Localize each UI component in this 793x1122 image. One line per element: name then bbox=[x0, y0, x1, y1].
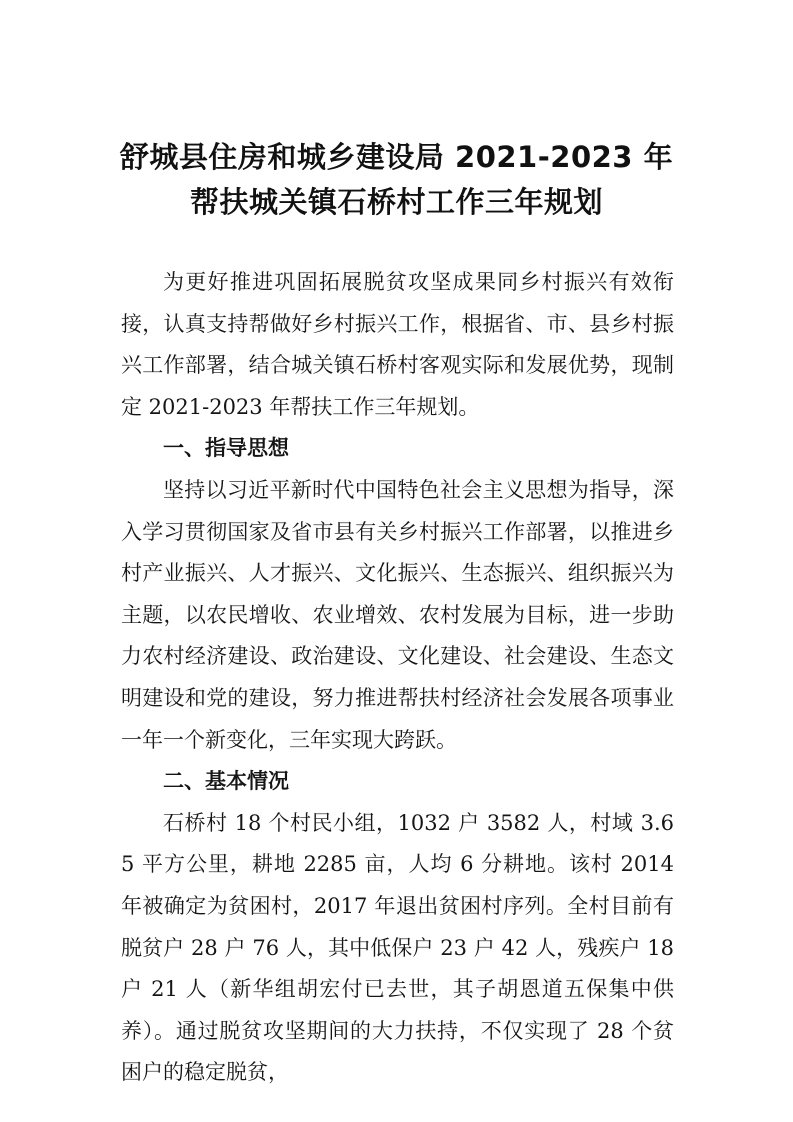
section-heading-basic-situation: 二、基本情况 bbox=[163, 769, 289, 794]
section-heading-guiding-ideology: 一、指导思想 bbox=[163, 436, 289, 461]
document-title-line-1: 舒城县住房和城乡建设局 2021-2023 年 bbox=[119, 140, 674, 174]
intro-paragraph: 为更好推进巩固拓展脱贫攻坚成果同乡村振兴有效衔接，认真支持帮做好乡村振兴工作，根据省、市、县乡村振兴工作部署，结合城关镇石桥村客观实际和发展优势，现制定 2021-2023 年帮扶工作三年规划。 bbox=[121, 270, 674, 419]
basic-situation-paragraph: 石桥村 18 个村民小组，1032 户 3582 人，村域 3.65 平方公里，耕地 2285 亩，人均 6 分耕地。该村 2014 年被确定为贫困村，2017 年退出贫困村序列。全村目前有脱贫户 28 户 76 人，其中低保户 23 户 42 人，残疾户 18 户 21 人（新华组胡宏付已去世，其子胡恩道五保集中供养）。通过脱贫攻坚期间的大力扶持，不仅实现了 28 个贫困户的稳定脱贫， bbox=[121, 810, 674, 1085]
guiding-ideology-paragraph: 坚持以习近平新时代中国特色社会主义思想为指导，深入学习贯彻国家及省市县有关乡村振兴工作部署，以推进乡村产业振兴、人才振兴、文化振兴、生态振兴、组织振兴为主题，以农民增收、农业增效、农村发展为目标，进一步助力农村经济建设、政治建设、文化建设、社会建设、生态文明建设和党的建设，努力推进帮扶村经济社会发展各项事业一年一个新变化，三年实现大跨跃。 bbox=[121, 477, 674, 752]
document-title-line-2: 帮扶城关镇石桥村工作三年规划 bbox=[189, 185, 603, 219]
document-body bbox=[121, 262, 674, 1094]
